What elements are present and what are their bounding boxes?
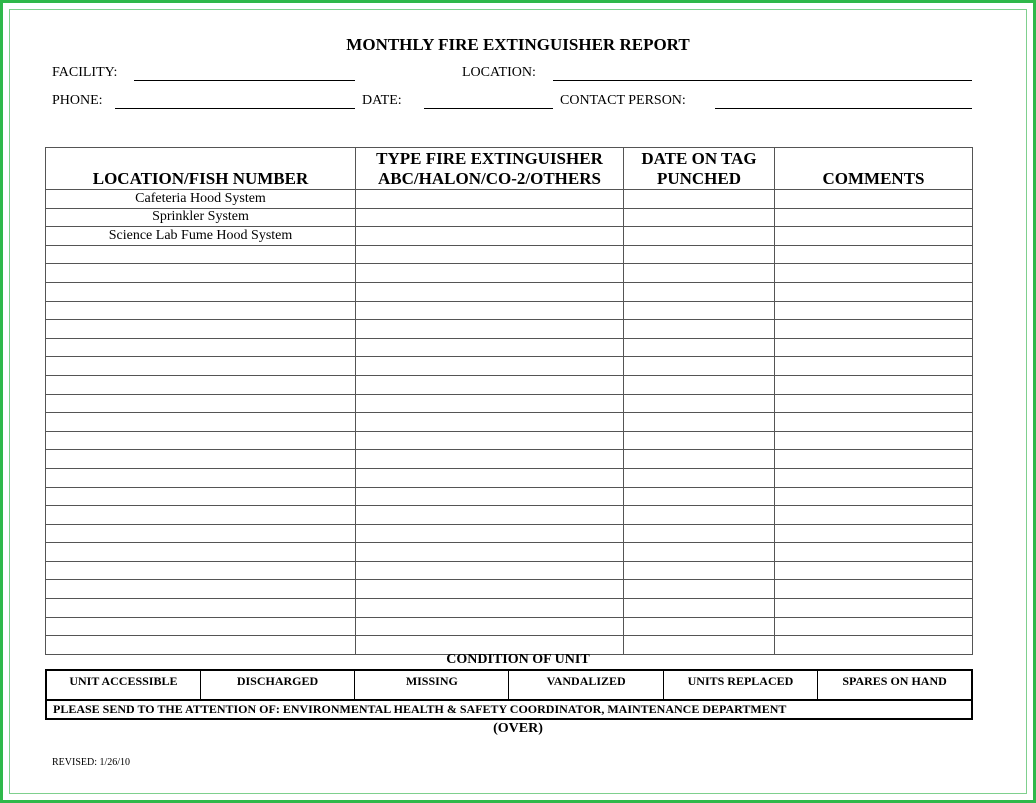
header-line2: COMMENTS: [822, 169, 925, 188]
table-cell[interactable]: [624, 413, 775, 432]
condition-title: CONDITION OF UNIT: [446, 652, 590, 667]
table-cell[interactable]: [775, 431, 973, 450]
table-cell[interactable]: [46, 413, 356, 432]
facility-label: FACILITY:: [52, 65, 118, 80]
table-cell[interactable]: [46, 320, 356, 339]
table-cell[interactable]: [46, 468, 356, 487]
over-label: (OVER): [493, 721, 543, 736]
table-cell[interactable]: [775, 468, 973, 487]
table-cell[interactable]: [356, 431, 624, 450]
table-row: [46, 431, 973, 450]
condition-unit-accessible: UNIT ACCESSIBLE: [46, 670, 200, 700]
table-cell[interactable]: [46, 524, 356, 543]
table-cell[interactable]: [775, 245, 973, 264]
table-row: [46, 413, 973, 432]
table-cell[interactable]: [775, 301, 973, 320]
table-cell[interactable]: [46, 580, 356, 599]
table-cell[interactable]: [775, 580, 973, 599]
table-cell[interactable]: [356, 450, 624, 469]
table-cell[interactable]: [624, 487, 775, 506]
condition-table: [45, 669, 973, 701]
table-cell[interactable]: [775, 338, 973, 357]
table-cell[interactable]: [46, 301, 356, 320]
table-row: [46, 394, 973, 413]
table-cell[interactable]: [624, 394, 775, 413]
table-cell[interactable]: [624, 431, 775, 450]
table-cell[interactable]: [775, 227, 973, 246]
header-line2: ABC/HALON/CO-2/OTHERS: [378, 169, 601, 188]
location-label: LOCATION:: [462, 65, 536, 80]
table-cell[interactable]: [46, 561, 356, 580]
table-cell[interactable]: [624, 617, 775, 636]
table-cell[interactable]: [46, 338, 356, 357]
table-cell[interactable]: Science Lab Fume Hood System: [46, 227, 356, 246]
table-cell[interactable]: [775, 543, 973, 562]
table-cell[interactable]: [356, 264, 624, 283]
table-row: [46, 375, 973, 394]
table-cell[interactable]: [775, 375, 973, 394]
table-header-row: [46, 148, 973, 190]
table-cell[interactable]: [775, 357, 973, 376]
table-row: [46, 301, 973, 320]
table-row: [46, 561, 973, 580]
condition-spares-on-hand: SPARES ON HAND: [818, 670, 972, 700]
table-cell[interactable]: [46, 487, 356, 506]
table-row: [46, 320, 973, 339]
table-cell[interactable]: [356, 543, 624, 562]
phone-field[interactable]: [115, 108, 355, 109]
table-cell[interactable]: [775, 413, 973, 432]
table-cell[interactable]: [356, 245, 624, 264]
table-cell[interactable]: [46, 357, 356, 376]
table-row: [46, 208, 973, 227]
table-cell[interactable]: [624, 357, 775, 376]
table-row: [46, 599, 973, 618]
table-cell[interactable]: [356, 599, 624, 618]
condition-units-replaced: UNITS REPLACED: [663, 670, 817, 700]
table-cell[interactable]: [775, 264, 973, 283]
table-cell[interactable]: [46, 375, 356, 394]
table-cell[interactable]: [624, 543, 775, 562]
table-cell[interactable]: [775, 320, 973, 339]
header-type-fire-extinguisher: [356, 148, 624, 190]
table-cell[interactable]: [46, 431, 356, 450]
table-cell[interactable]: [624, 506, 775, 525]
contact-person-field[interactable]: [715, 108, 972, 109]
header-line2: PUNCHED: [656, 169, 742, 188]
table-cell[interactable]: [356, 320, 624, 339]
table-cell[interactable]: [356, 338, 624, 357]
table-row: [46, 450, 973, 469]
table-cell[interactable]: [775, 599, 973, 618]
table-cell[interactable]: [356, 394, 624, 413]
table-cell[interactable]: [775, 450, 973, 469]
table-cell[interactable]: [624, 301, 775, 320]
date-label: DATE:: [362, 93, 402, 108]
table-cell[interactable]: [775, 487, 973, 506]
table-cell[interactable]: [624, 208, 775, 227]
table-cell[interactable]: [356, 468, 624, 487]
table-cell[interactable]: [356, 413, 624, 432]
revised-date: REVISED: 1/26/10: [52, 757, 131, 768]
table-cell[interactable]: [356, 617, 624, 636]
table-row: [46, 506, 973, 525]
table-cell[interactable]: [46, 394, 356, 413]
table-cell[interactable]: [775, 561, 973, 580]
table-row: [46, 487, 973, 506]
contact-person-label: CONTACT PERSON:: [560, 93, 686, 108]
table-cell[interactable]: [46, 282, 356, 301]
table-cell[interactable]: [775, 617, 973, 636]
table-cell[interactable]: [624, 468, 775, 487]
table-cell[interactable]: [46, 245, 356, 264]
extinguisher-table: [45, 147, 973, 655]
table-cell[interactable]: [624, 245, 775, 264]
table-cell[interactable]: [775, 282, 973, 301]
table-cell[interactable]: [356, 524, 624, 543]
condition-missing: MISSING: [355, 670, 509, 700]
table-row: [46, 524, 973, 543]
phone-label: PHONE:: [52, 93, 103, 108]
table-row: [46, 543, 973, 562]
table-cell[interactable]: [775, 524, 973, 543]
table-cell[interactable]: [356, 487, 624, 506]
table-row: [46, 227, 973, 246]
table-cell[interactable]: [624, 282, 775, 301]
table-cell[interactable]: [356, 190, 624, 209]
condition-discharged: DISCHARGED: [200, 670, 354, 700]
header-comments: [775, 148, 973, 190]
table-cell[interactable]: [46, 599, 356, 618]
table-cell[interactable]: [356, 301, 624, 320]
table-cell[interactable]: [624, 190, 775, 209]
table-cell[interactable]: [624, 320, 775, 339]
table-cell[interactable]: [356, 227, 624, 246]
table-cell[interactable]: [624, 450, 775, 469]
attention-notice: PLEASE SEND TO THE ATTENTION OF: ENVIRONMENTAL HEALTH & SAFETY COORDINATOR, MAINTENANCE DEPARTMENT: [45, 701, 973, 720]
table-cell[interactable]: [624, 375, 775, 394]
report-title: MONTHLY FIRE EXTINGUISHER REPORT: [346, 35, 690, 54]
table-row: [46, 580, 973, 599]
table-row: [46, 338, 973, 357]
table-row: [46, 468, 973, 487]
date-field[interactable]: [424, 108, 553, 109]
table-cell[interactable]: [46, 617, 356, 636]
header-line1: DATE ON TAG: [641, 149, 757, 168]
table-cell[interactable]: [624, 227, 775, 246]
table-cell[interactable]: [624, 580, 775, 599]
facility-field[interactable]: [134, 80, 355, 81]
table-row: [46, 617, 973, 636]
table-cell[interactable]: [46, 543, 356, 562]
table-cell[interactable]: [775, 190, 973, 209]
table-cell[interactable]: [356, 506, 624, 525]
header-line1: TYPE FIRE EXTINGUISHER: [376, 149, 603, 168]
table-cell[interactable]: Cafeteria Hood System: [46, 190, 356, 209]
table-cell[interactable]: [356, 561, 624, 580]
header-location-fish-number: [46, 148, 356, 190]
table-cell[interactable]: [356, 208, 624, 227]
table-cell[interactable]: [624, 524, 775, 543]
table-cell[interactable]: [46, 506, 356, 525]
table-row: [46, 245, 973, 264]
table-row: [46, 282, 973, 301]
table-cell[interactable]: [356, 282, 624, 301]
table-cell[interactable]: [624, 561, 775, 580]
table-cell[interactable]: Sprinkler System: [46, 208, 356, 227]
condition-vandalized: VANDALIZED: [509, 670, 663, 700]
table-cell[interactable]: [356, 580, 624, 599]
header-line2: LOCATION/FISH NUMBER: [92, 169, 309, 188]
table-cell[interactable]: [624, 264, 775, 283]
table-cell[interactable]: [46, 450, 356, 469]
table-row: [46, 264, 973, 283]
table-cell[interactable]: [356, 357, 624, 376]
table-body: [46, 190, 973, 655]
table-cell[interactable]: [775, 208, 973, 227]
location-field[interactable]: [553, 80, 972, 81]
header-date-on-tag: [624, 148, 775, 190]
table-row: [46, 190, 973, 209]
table-cell[interactable]: [775, 506, 973, 525]
table-cell[interactable]: [356, 375, 624, 394]
table-cell[interactable]: [46, 264, 356, 283]
table-row: [46, 357, 973, 376]
table-cell[interactable]: [775, 394, 973, 413]
table-cell[interactable]: [624, 599, 775, 618]
table-cell[interactable]: [624, 338, 775, 357]
